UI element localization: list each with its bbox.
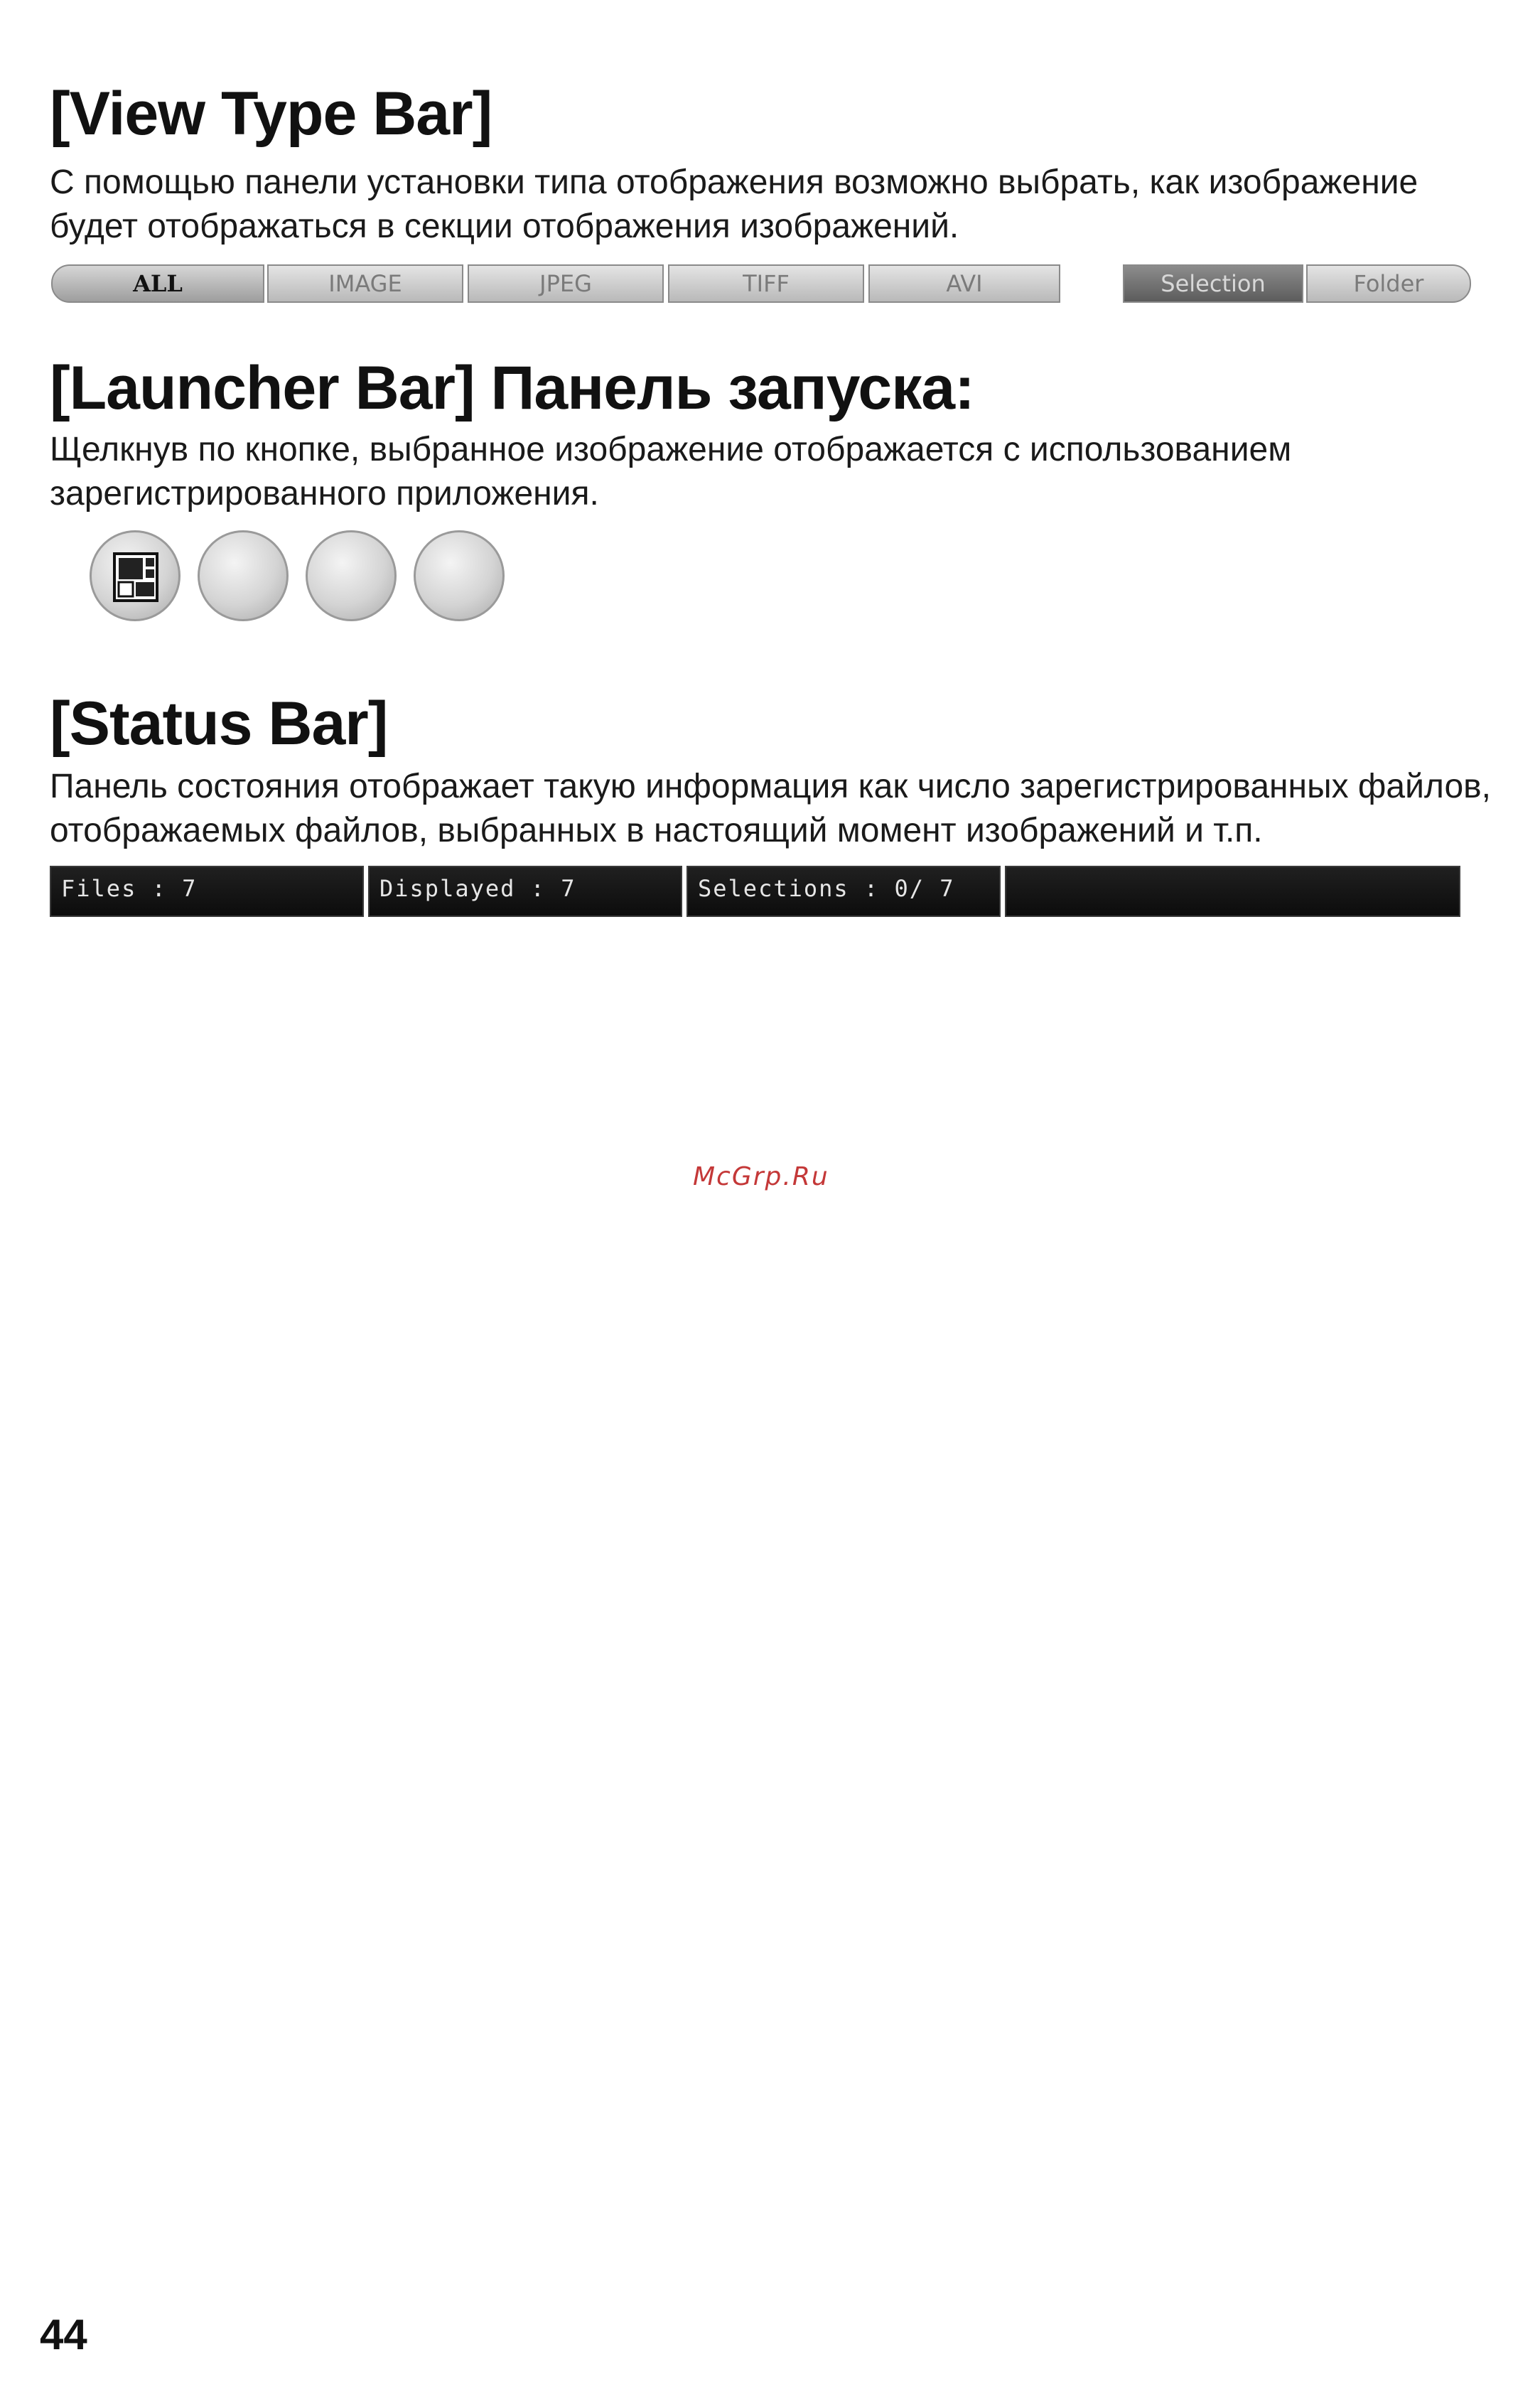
watermark: McGrp.Ru — [693, 1162, 829, 1191]
launcher-button-1[interactable] — [90, 530, 181, 621]
status-selections-count: Selections : 0/ 7 — [686, 866, 1001, 917]
app-icon — [113, 552, 158, 602]
launcher-bar — [90, 530, 516, 630]
view-type-description: С помощью панели установки типа отображения возможно выбрать, как изображение будет отображаться в секции отображения изображений. — [50, 163, 1418, 245]
page-number: 44 — [40, 2311, 87, 2358]
status-description: Панель состояния отображает такую информация как число зарегистрированных файлов, отображаемых файлов, выбранных в настоящий момент изображений и т.п. — [50, 768, 1491, 849]
launcher-description: Щелкнув по кнопке, выбранное изображение отображается с использованием зарегистрированного приложения. — [50, 431, 1292, 512]
view-type-bar — [51, 264, 1471, 304]
launcher-button-2[interactable] — [198, 530, 289, 621]
launcher-button-4[interactable] — [414, 530, 505, 621]
view-type-selection-button[interactable]: Selection — [1123, 264, 1303, 303]
view-type-image-button[interactable]: IMAGE — [267, 264, 463, 303]
view-type-tiff-button[interactable]: TIFF — [668, 264, 864, 303]
launcher-button-3[interactable] — [306, 530, 397, 621]
status-empty-cell — [1005, 866, 1460, 917]
view-type-avi-button[interactable]: AVI — [868, 264, 1060, 303]
status-heading: [Status Bar] — [50, 689, 388, 758]
view-type-heading: [View Type Bar] — [50, 80, 492, 148]
launcher-heading: [Launcher Bar] Панель запуска: — [50, 354, 974, 422]
status-files-count: Files : 7 — [50, 866, 364, 917]
status-bar — [50, 866, 1460, 917]
view-type-folder-button[interactable]: Folder — [1306, 264, 1471, 303]
status-displayed-count: Displayed : 7 — [368, 866, 682, 917]
view-type-all-button[interactable]: ALL — [51, 264, 264, 303]
view-type-jpeg-button[interactable]: JPEG — [468, 264, 664, 303]
